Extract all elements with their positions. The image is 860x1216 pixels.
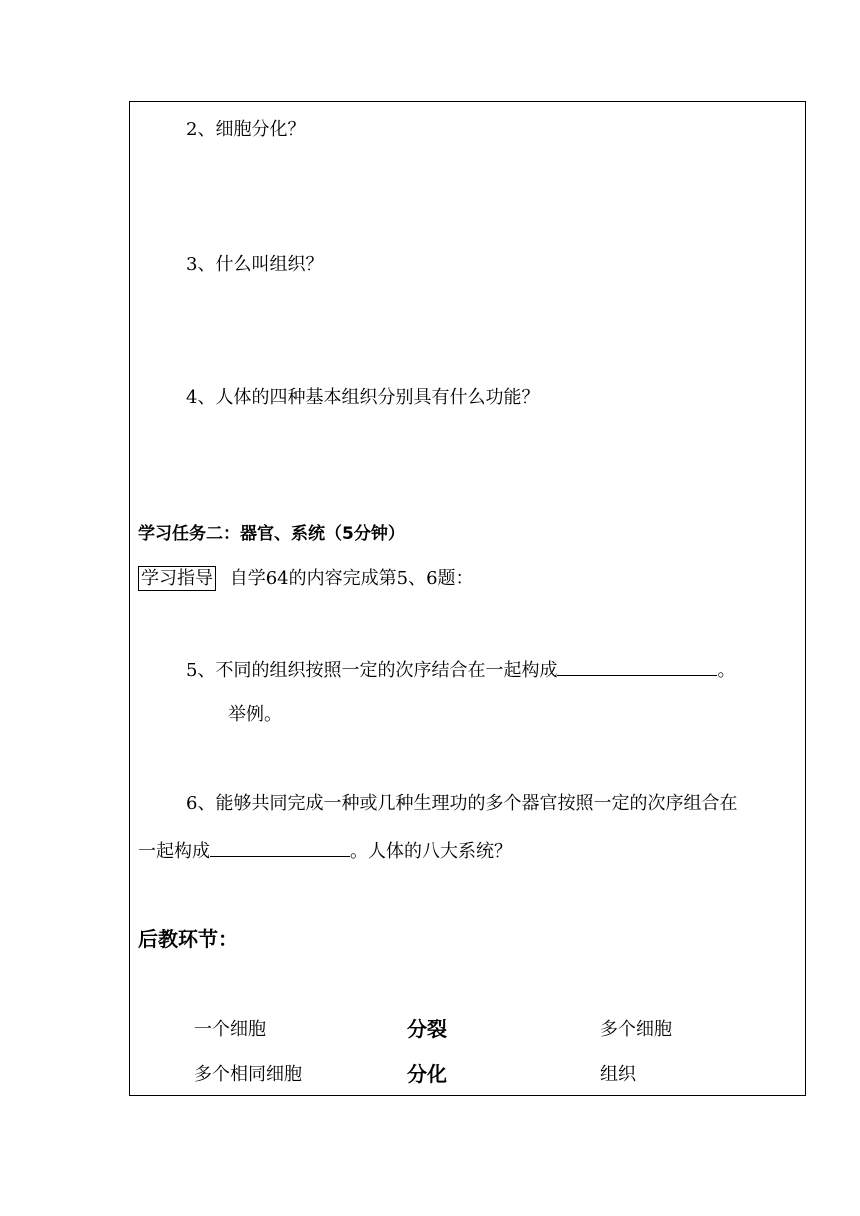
answer-blank-6[interactable] (210, 838, 350, 857)
question-6-line2 (138, 838, 512, 864)
study-guide (138, 567, 474, 591)
summary-to: 组织 (600, 1064, 636, 1085)
answer-blank-5[interactable] (557, 657, 717, 676)
summary-process: 分化 (407, 1062, 447, 1086)
study-guide-text: 自学64的内容完成第5、6题： (229, 568, 474, 589)
summary-to: 多个细胞 (600, 1019, 672, 1040)
question-6-line1: 6、能够共同完成一种或几种生理功的多个器官按照一定的次序组合在 (186, 793, 738, 814)
summary-from: 多个相同细胞 (194, 1064, 302, 1085)
question-3: 3、什么叫组织？ (186, 254, 324, 275)
question-5-end: 。 (717, 660, 736, 681)
question-5-text: 5、不同的组织按照一定的次序结合在一起构成 (186, 660, 558, 681)
question-2: 2、细胞分化？ (186, 119, 306, 140)
study-guide-label: 学习指导 (138, 566, 216, 591)
question-5-example: 举例。 (228, 704, 282, 725)
question-4: 4、人体的四种基本组织分别具有什么功能？ (186, 387, 540, 408)
question-6-start: 一起构成 (138, 841, 210, 862)
question-6-end: 。人体的八大系统？ (350, 841, 512, 862)
question-5 (186, 657, 735, 683)
task2-heading: 学习任务二：器官、系统（5分钟） (138, 524, 405, 544)
summary-from: 一个细胞 (194, 1019, 266, 1040)
summary-process: 分裂 (407, 1017, 447, 1041)
post-teaching-heading: 后教环节： (138, 927, 238, 951)
